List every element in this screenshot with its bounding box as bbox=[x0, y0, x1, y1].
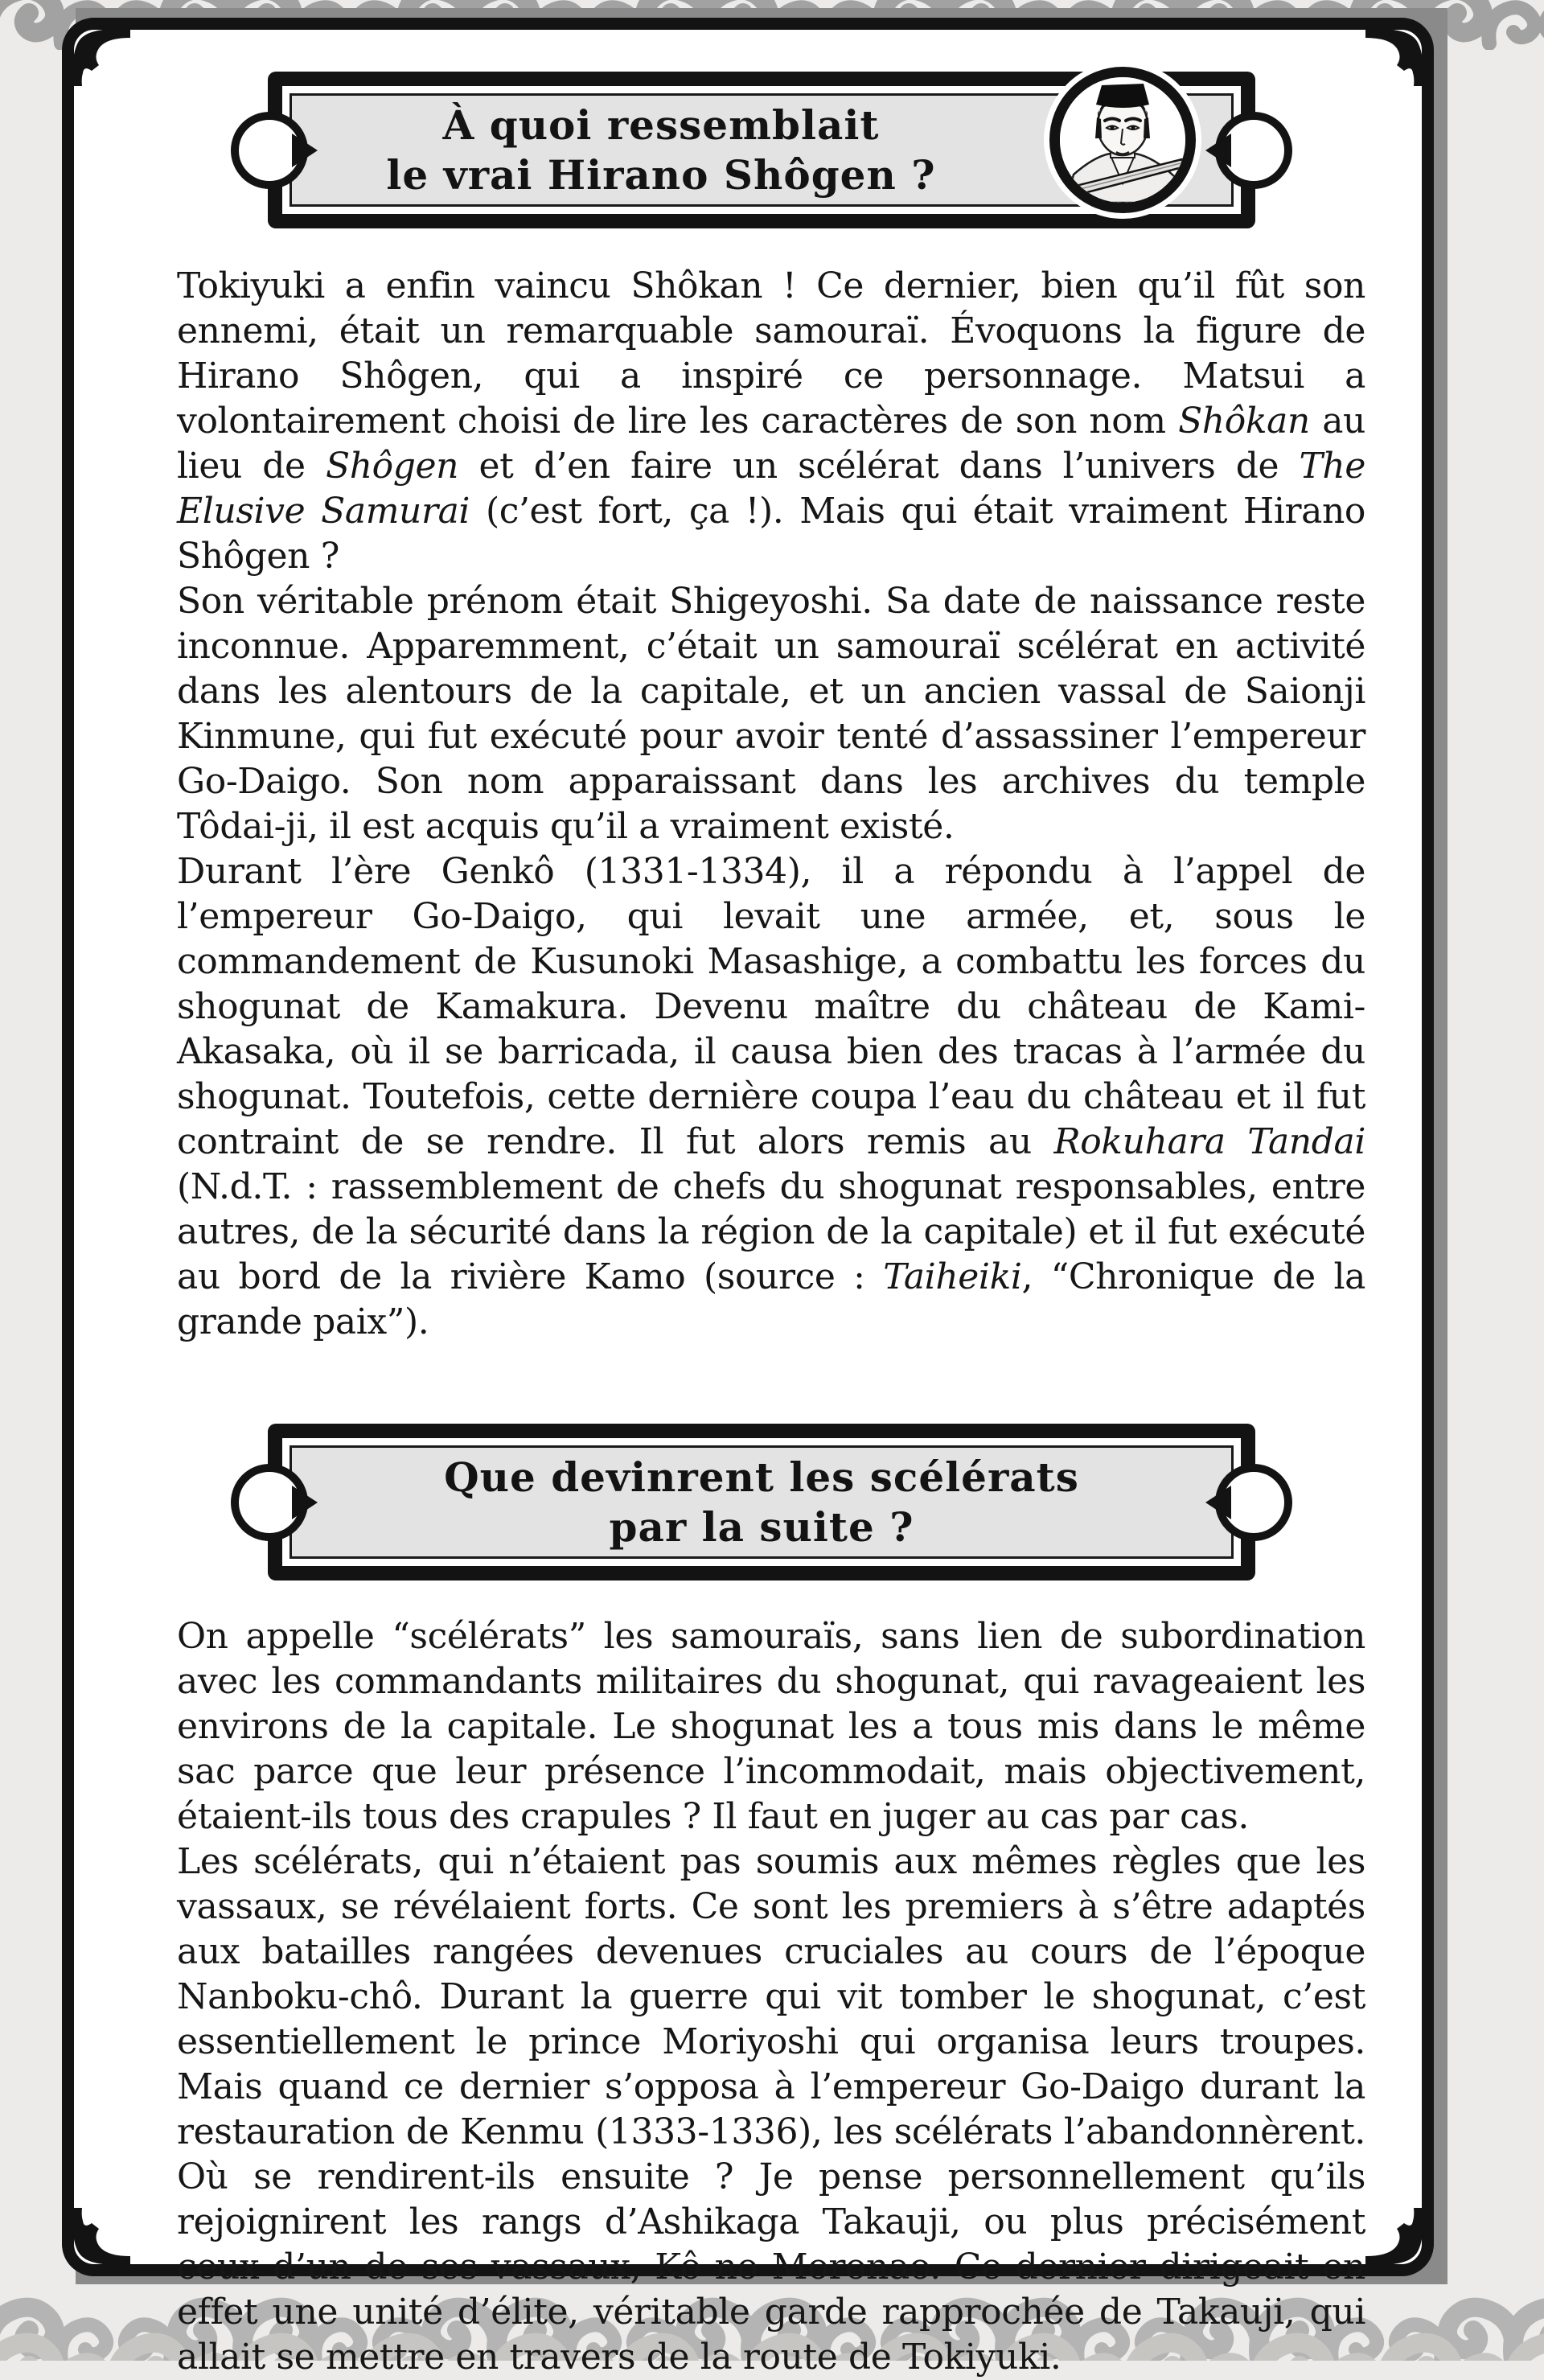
paragraph: Son véritable prénom était Shigeyoshi. Sa date de naissance reste inconnue. Apparemment, c’était un samouraï scélérat en activité dans les alentours de la capitale, et un ancien vassal de Saionji Kinmune, qui fut exécuté pour avoir tenté d’assassiner l’empereur Go-Daigo. Son nom apparaissant dans les archives du temple Tôdai-ji, il est acquis qu’il a vraiment existé. bbox=[177, 581, 1365, 847]
arrow-right-icon bbox=[292, 134, 318, 167]
section-gap bbox=[177, 1345, 1365, 1424]
question-banner-2 bbox=[268, 1424, 1255, 1581]
paragraph: On appelle “scélérats” les samouraïs, sans lien de subordination avec les commandants militaires du shogunat, qui ravageaient les environs de la capitale. Le shogunat les a tous mis dans le même sac parce que leur présence l’incommodait, mais objectivement, étaient-ils tous des crapules ? Il faut en juger au cas par cas. bbox=[177, 1616, 1365, 1837]
page-content bbox=[74, 30, 1422, 2378]
arrow-left-icon bbox=[1205, 134, 1231, 167]
content-panel bbox=[62, 18, 1434, 2378]
question-banner-1 bbox=[268, 72, 1255, 228]
question-title-line: Que devinrent les scélérats bbox=[444, 1453, 1079, 1501]
corner-bracket-icon bbox=[1362, 27, 1425, 89]
corner-bracket-icon bbox=[71, 27, 133, 89]
section-1-text bbox=[177, 264, 1365, 1345]
paragraph: Tokiyuki a enfin vaincu Shôkan ! Ce dernier, bien qu’il fût son ennemi, était un remarquable samouraï. Évoquons la figure de Hirano Shôgen, qui a inspiré ce personnage. Matsui a volontairement choisi de lire les caractères de son nom Shôkan au lieu de Shôgen et d’en faire un scélérat dans l’univers de The Elusive Samurai (c’est fort, ça !). Mais qui était vraiment Hirano Shôgen ? bbox=[177, 265, 1366, 577]
banner-plate bbox=[290, 1445, 1234, 1559]
paragraph: Les scélérats, qui n’étaient pas soumis aux mêmes règles que les vassaux, se révélaient forts. Ce sont les premiers à s’être adaptés aux batailles rangées devenues cruciales au cours de l’époque Nanboku-chô. Durant la guerre qui vit tomber le shogunat, c’est essentiellement le prince Moriyoshi qui organisa leurs troupes. Mais quand ce dernier s’opposa à l’empereur Go-Daigo durant la restauration de Kenmu (1333-1336), les scélérats l’abandonnèrent. Où se rendirent-ils ensuite ? Je pense personnellement qu’ils rejoignirent les rangs d’Ashikaga Takauji, ou plus précisément ceux d’un de ses vassaux, Kô no Moronao. Ce dernier dirigeait en effet une unité d’élite, véritable garde rapprochée de Takauji, qui allait se mettre en travers de la route de Tokiyuki. bbox=[177, 1841, 1365, 2378]
corner-bracket-icon bbox=[71, 2205, 133, 2267]
question-title-line: le vrai Hirano Shôgen ? bbox=[386, 150, 936, 199]
question-title-line: par la suite ? bbox=[609, 1502, 914, 1551]
corner-bracket-icon bbox=[1362, 2205, 1425, 2267]
arrow-left-icon bbox=[1205, 1486, 1231, 1519]
section-2-text bbox=[177, 1614, 1365, 2380]
samurai-portrait-icon bbox=[1049, 67, 1196, 213]
paragraph: Durant l’ère Genkô (1331-1334), il a répondu à l’appel de l’empereur Go-Daigo, qui levait une armée, et, sous le commandement de Kusunoki Masashige, a combattu les forces du shogunat de Kamakura. Devenu maître du château de Kami-Akasaka, où il se barricada, il causa bien des tracas à l’armée du shogunat. Toutefois, cette dernière coupa l’eau du château et il fut contraint de se rendre. Il fut alors remis au Rokuhara Tandai (N.d.T. : rassemblement de chefs du shogunat responsables, entre autres, de la sécurité dans la région de la capitale) et il fut exécuté au bord de la rivière Kamo (source : Taiheiki, “Chronique de la grande paix”). bbox=[177, 851, 1365, 1342]
question-title-line: À quoi ressemblait bbox=[442, 101, 880, 149]
arrow-right-icon bbox=[292, 1486, 318, 1519]
